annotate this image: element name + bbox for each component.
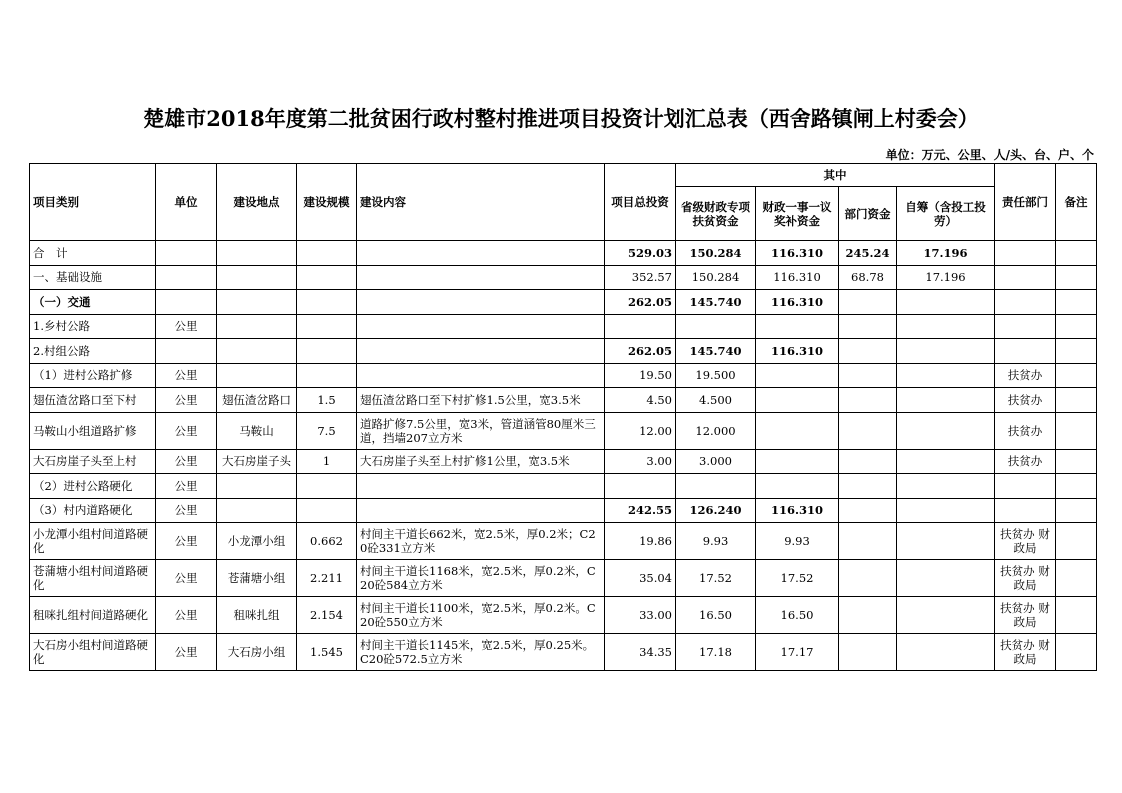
cell-location: 租咪扎组 (217, 597, 297, 634)
cell-note (1056, 449, 1097, 474)
cell-category: 马鞍山小组道路扩修 (30, 412, 156, 449)
cell-dept (839, 634, 897, 671)
cell-responsible: 扶贫办 财政局 (995, 597, 1056, 634)
cell-total: 262.05 (605, 290, 676, 315)
cell-unit (156, 290, 217, 315)
cell-responsible: 扶贫办 财政局 (995, 560, 1056, 597)
cell-yishiyiyi (756, 314, 839, 339)
header-content: 建设内容 (357, 164, 605, 241)
cell-provincial: 3.000 (676, 449, 756, 474)
cell-unit: 公里 (156, 363, 217, 388)
cell-responsible (995, 498, 1056, 523)
cell-provincial: 9.93 (676, 523, 756, 560)
cell-unit: 公里 (156, 560, 217, 597)
cell-yishiyiyi: 116.310 (756, 339, 839, 364)
cell-scale: 1.545 (297, 634, 357, 671)
cell-self (897, 290, 995, 315)
cell-content: 翅伍渣岔路口至下村扩修1.5公里，宽3.5米 (357, 388, 605, 413)
cell-content (357, 241, 605, 266)
cell-location (217, 314, 297, 339)
cell-provincial: 4.500 (676, 388, 756, 413)
cell-scale: 2.154 (297, 597, 357, 634)
cell-location (217, 498, 297, 523)
cell-content: 道路扩修7.5公里，宽3米，管道涵管80厘米三道，挡墙207立方米 (357, 412, 605, 449)
cell-total: 529.03 (605, 241, 676, 266)
table-row (30, 241, 1097, 266)
cell-content (357, 474, 605, 499)
cell-dept (839, 560, 897, 597)
cell-content: 村间主干道长662米，宽2.5米，厚0.2米；C20砼331立方米 (357, 523, 605, 560)
cell-category: 苍蒲塘小组村间道路硬化 (30, 560, 156, 597)
cell-content (357, 314, 605, 339)
cell-scale: 0.662 (297, 523, 357, 560)
cell-total: 19.50 (605, 363, 676, 388)
cell-scale (297, 290, 357, 315)
cell-yishiyiyi: 16.50 (756, 597, 839, 634)
cell-location: 苍蒲塘小组 (217, 560, 297, 597)
cell-yishiyiyi: 116.310 (756, 265, 839, 290)
cell-yishiyiyi: 17.52 (756, 560, 839, 597)
cell-provincial: 17.52 (676, 560, 756, 597)
cell-yishiyiyi: 116.310 (756, 498, 839, 523)
table-row (30, 412, 1097, 449)
cell-scale: 7.5 (297, 412, 357, 449)
cell-total: 242.55 (605, 498, 676, 523)
cell-scale (297, 363, 357, 388)
cell-dept (839, 290, 897, 315)
cell-note (1056, 597, 1097, 634)
cell-dept (839, 498, 897, 523)
cell-category: 合 计 (30, 241, 156, 266)
cell-note (1056, 314, 1097, 339)
cell-category: 1.乡村公路 (30, 314, 156, 339)
header-note: 备注 (1056, 164, 1097, 241)
cell-self (897, 363, 995, 388)
cell-yishiyiyi (756, 388, 839, 413)
cell-location: 翅伍渣岔路口 (217, 388, 297, 413)
cell-provincial: 126.240 (676, 498, 756, 523)
cell-unit: 公里 (156, 523, 217, 560)
cell-provincial: 145.740 (676, 339, 756, 364)
header-self: 自筹（含投工投劳） (897, 187, 995, 241)
cell-note (1056, 388, 1097, 413)
cell-content (357, 498, 605, 523)
table-row (30, 265, 1097, 290)
cell-dept (839, 449, 897, 474)
cell-location: 小龙潭小组 (217, 523, 297, 560)
cell-category: （2）进村公路硬化 (30, 474, 156, 499)
cell-responsible: 扶贫办 (995, 388, 1056, 413)
cell-location (217, 265, 297, 290)
cell-category: 翅伍渣岔路口至下村 (30, 388, 156, 413)
cell-content (357, 339, 605, 364)
cell-scale (297, 498, 357, 523)
cell-unit: 公里 (156, 474, 217, 499)
cell-scale (297, 265, 357, 290)
header-scale: 建设规模 (297, 164, 357, 241)
cell-note (1056, 265, 1097, 290)
cell-scale (297, 241, 357, 266)
cell-note (1056, 412, 1097, 449)
cell-yishiyiyi (756, 363, 839, 388)
header-provincial: 省级财政专项扶贫资金 (676, 187, 756, 241)
cell-total: 12.00 (605, 412, 676, 449)
table-body (30, 241, 1097, 671)
cell-provincial: 19.500 (676, 363, 756, 388)
cell-note (1056, 241, 1097, 266)
cell-scale: 1 (297, 449, 357, 474)
cell-scale: 2.211 (297, 560, 357, 597)
table-row (30, 388, 1097, 413)
cell-provincial: 16.50 (676, 597, 756, 634)
cell-note (1056, 339, 1097, 364)
cell-category: 大石房小组村间道路硬化 (30, 634, 156, 671)
table-row (30, 498, 1097, 523)
cell-location: 大石房崖子头 (217, 449, 297, 474)
cell-self (897, 388, 995, 413)
cell-yishiyiyi: 17.17 (756, 634, 839, 671)
cell-total: 33.00 (605, 597, 676, 634)
cell-note (1056, 523, 1097, 560)
cell-unit (156, 265, 217, 290)
cell-note (1056, 634, 1097, 671)
cell-unit: 公里 (156, 388, 217, 413)
header-yishiyiyi: 财政一事一议奖补资金 (756, 187, 839, 241)
cell-scale (297, 474, 357, 499)
cell-yishiyiyi: 116.310 (756, 290, 839, 315)
unit-note: 单位：万元、公里、人/头、台、户、个 (885, 148, 1094, 162)
cell-category: （3）村内道路硬化 (30, 498, 156, 523)
table-row (30, 290, 1097, 315)
cell-responsible (995, 241, 1056, 266)
cell-provincial (676, 474, 756, 499)
cell-note (1056, 290, 1097, 315)
cell-responsible: 扶贫办 财政局 (995, 523, 1056, 560)
cell-responsible: 扶贫办 (995, 449, 1056, 474)
cell-total: 19.86 (605, 523, 676, 560)
cell-provincial: 145.740 (676, 290, 756, 315)
cell-responsible (995, 290, 1056, 315)
cell-category: 2.村组公路 (30, 339, 156, 364)
table-row (30, 597, 1097, 634)
cell-dept (839, 339, 897, 364)
header-of-which: 其中 (676, 164, 995, 187)
cell-unit: 公里 (156, 449, 217, 474)
cell-dept: 68.78 (839, 265, 897, 290)
cell-self (897, 412, 995, 449)
cell-unit: 公里 (156, 597, 217, 634)
cell-responsible (995, 314, 1056, 339)
cell-location (217, 339, 297, 364)
cell-self (897, 314, 995, 339)
header-unit: 单位 (156, 164, 217, 241)
table-row (30, 474, 1097, 499)
cell-yishiyiyi (756, 412, 839, 449)
cell-self (897, 449, 995, 474)
cell-content (357, 363, 605, 388)
table-row (30, 634, 1097, 671)
cell-dept (839, 412, 897, 449)
table-row (30, 523, 1097, 560)
cell-total: 352.57 (605, 265, 676, 290)
cell-total: 262.05 (605, 339, 676, 364)
cell-dept (839, 597, 897, 634)
cell-responsible: 扶贫办 (995, 363, 1056, 388)
cell-total: 4.50 (605, 388, 676, 413)
cell-self (897, 523, 995, 560)
header-location: 建设地点 (217, 164, 297, 241)
cell-dept (839, 314, 897, 339)
cell-category: （一）交通 (30, 290, 156, 315)
cell-category: （1）进村公路扩修 (30, 363, 156, 388)
cell-yishiyiyi (756, 474, 839, 499)
header-dept: 部门资金 (839, 187, 897, 241)
cell-unit (156, 339, 217, 364)
table-row (30, 339, 1097, 364)
cell-dept (839, 523, 897, 560)
cell-unit: 公里 (156, 314, 217, 339)
cell-self: 17.196 (897, 241, 995, 266)
cell-location: 马鞍山 (217, 412, 297, 449)
cell-note (1056, 560, 1097, 597)
cell-category: 租咪扎组村间道路硬化 (30, 597, 156, 634)
cell-content: 村间主干道长1145米，宽2.5米，厚0.25米。C20砼572.5立方米 (357, 634, 605, 671)
cell-category: 一、基础设施 (30, 265, 156, 290)
header-category: 项目类别 (30, 164, 156, 241)
cell-responsible (995, 339, 1056, 364)
cell-note (1056, 474, 1097, 499)
cell-total: 34.35 (605, 634, 676, 671)
table-row (30, 560, 1097, 597)
header-total: 项目总投资 (605, 164, 676, 241)
cell-self (897, 339, 995, 364)
cell-location (217, 241, 297, 266)
cell-provincial (676, 314, 756, 339)
cell-self (897, 597, 995, 634)
cell-category: 大石房崖子头至上村 (30, 449, 156, 474)
cell-self (897, 474, 995, 499)
cell-self: 17.196 (897, 265, 995, 290)
cell-total (605, 314, 676, 339)
investment-table (29, 163, 1097, 671)
cell-yishiyiyi: 9.93 (756, 523, 839, 560)
cell-provincial: 12.000 (676, 412, 756, 449)
cell-content: 大石房崖子头至上村扩修1公里，宽3.5米 (357, 449, 605, 474)
header-responsible: 责任部门 (995, 164, 1056, 241)
cell-location (217, 363, 297, 388)
cell-dept: 245.24 (839, 241, 897, 266)
cell-unit: 公里 (156, 634, 217, 671)
cell-scale (297, 314, 357, 339)
header-row (30, 164, 1097, 187)
cell-self (897, 634, 995, 671)
cell-note (1056, 498, 1097, 523)
cell-unit: 公里 (156, 412, 217, 449)
cell-location (217, 290, 297, 315)
cell-provincial: 150.284 (676, 241, 756, 266)
cell-total: 3.00 (605, 449, 676, 474)
table-row (30, 314, 1097, 339)
cell-self (897, 560, 995, 597)
cell-unit (156, 241, 217, 266)
cell-dept (839, 388, 897, 413)
cell-scale: 1.5 (297, 388, 357, 413)
cell-provincial: 17.18 (676, 634, 756, 671)
cell-note (1056, 363, 1097, 388)
cell-dept (839, 474, 897, 499)
table-row (30, 449, 1097, 474)
cell-dept (839, 363, 897, 388)
cell-total: 35.04 (605, 560, 676, 597)
cell-location: 大石房小组 (217, 634, 297, 671)
cell-content: 村间主干道长1168米，宽2.5米，厚0.2米，C20砼584立方米 (357, 560, 605, 597)
cell-yishiyiyi (756, 449, 839, 474)
cell-content (357, 290, 605, 315)
cell-unit: 公里 (156, 498, 217, 523)
cell-location (217, 474, 297, 499)
cell-content: 村间主干道长1100米，宽2.5米，厚0.2米。C20砼550立方米 (357, 597, 605, 634)
cell-responsible (995, 474, 1056, 499)
cell-scale (297, 339, 357, 364)
cell-provincial: 150.284 (676, 265, 756, 290)
cell-category: 小龙潭小组村间道路硬化 (30, 523, 156, 560)
cell-responsible (995, 265, 1056, 290)
cell-responsible: 扶贫办 财政局 (995, 634, 1056, 671)
cell-yishiyiyi: 116.310 (756, 241, 839, 266)
cell-content (357, 265, 605, 290)
document-title: 楚雄市2018年度第二批贫困行政村整村推进项目投资计划汇总表（西舍路镇闸上村委会） (143, 106, 979, 131)
cell-total (605, 474, 676, 499)
cell-responsible: 扶贫办 (995, 412, 1056, 449)
table-row (30, 363, 1097, 388)
cell-self (897, 498, 995, 523)
